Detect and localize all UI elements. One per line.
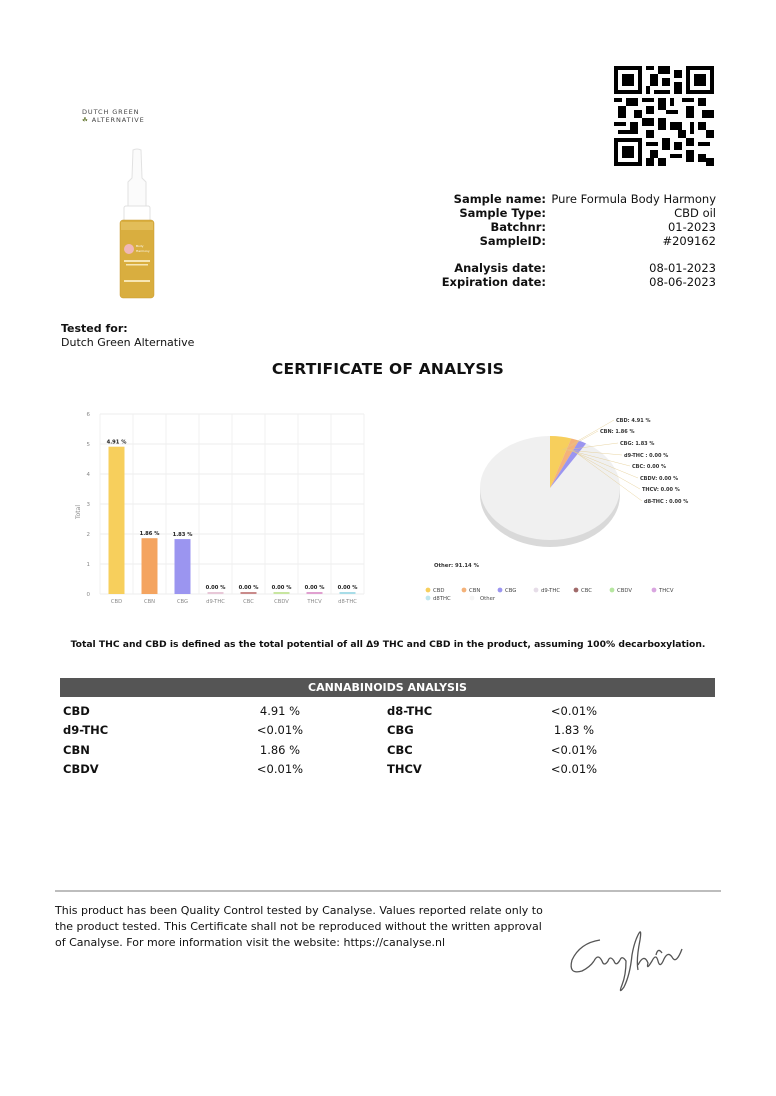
svg-text:CBC: CBC	[243, 599, 254, 605]
svg-text:Other: Other	[480, 596, 496, 602]
table-row	[63, 721, 715, 741]
svg-text:d8-THC : 0.00 %: d8-THC : 0.00 %	[644, 499, 689, 505]
cannabinoid-value: <0.01%	[550, 703, 598, 718]
sample-id-value: #209162	[662, 234, 716, 248]
document-title: CERTIFICATE OF ANALYSIS	[271, 360, 505, 378]
svg-text:CBDV: CBDV	[617, 588, 632, 594]
svg-text:CBD: CBD	[433, 588, 445, 594]
footer-disclaimer: This product has been Quality Control tested by Canalyse. Values reported relate only to the product tested. This Certificate shall not be reproduced without the written approval of Canalyse. For more information visit the website: https://canalyse.nl	[55, 904, 543, 949]
expiration-date-row	[440, 275, 716, 289]
cannabinoid-name: CBG	[387, 723, 414, 738]
svg-text:0.00 %: 0.00 %	[337, 585, 358, 591]
sample-name-value: Pure Formula Body Harmony	[551, 192, 716, 206]
tested-for-value: Dutch Green Alternative	[61, 336, 195, 349]
svg-text:d9-THC: d9-THC	[206, 599, 225, 605]
tested-for	[61, 322, 194, 350]
leaf-icon: ☘	[82, 116, 89, 124]
analysis-date-value: 08-01-2023	[649, 261, 716, 275]
signature	[560, 905, 700, 1005]
svg-text:CBG: CBG	[505, 588, 517, 594]
svg-text:Harmony: Harmony	[136, 249, 150, 253]
sample-type-row	[440, 206, 716, 220]
bar-chart	[72, 408, 372, 608]
cannabinoid-name: CBC	[387, 742, 413, 757]
svg-text:Other: 91.14 %: Other: 91.14 %	[434, 563, 479, 569]
svg-text:1.86 %: 1.86 %	[139, 531, 160, 538]
cannabinoid-value: 1.83 %	[553, 723, 595, 738]
analysis-table	[63, 701, 715, 779]
footer-divider	[55, 890, 721, 892]
svg-text:CBC: 0.00 %: CBC: 0.00 %	[632, 464, 666, 470]
svg-text:6: 6	[86, 412, 90, 418]
analysis-date-row	[440, 261, 716, 275]
tested-for-label: Tested for:	[61, 322, 128, 335]
svg-text:0.00 %: 0.00 %	[238, 585, 259, 591]
svg-text:CBDV: 0.00 %: CBDV: 0.00 %	[640, 476, 679, 482]
svg-text:Body: Body	[136, 244, 144, 248]
qr-code-icon	[614, 66, 714, 166]
svg-text:4.91 %: 4.91 %	[106, 439, 127, 446]
cannabinoid-name: d9-THC	[63, 723, 109, 738]
svg-text:CBDV: CBDV	[274, 599, 289, 605]
sample-info	[440, 192, 716, 289]
sample-name-row	[440, 192, 716, 206]
svg-text:1: 1	[86, 562, 90, 568]
svg-text:Total: Total	[75, 504, 82, 520]
sample-name-label: Sample name:	[453, 192, 546, 206]
svg-text:THCV: 0.00 %: THCV: 0.00 %	[642, 487, 680, 493]
svg-text:CBN: 1.86 %: CBN: 1.86 %	[600, 429, 635, 435]
svg-text:2: 2	[86, 532, 90, 538]
svg-text:0.00 %: 0.00 %	[205, 585, 226, 591]
cannabinoid-name: CBD	[63, 703, 90, 718]
svg-text:d9-THC: d9-THC	[541, 588, 561, 594]
sample-type-value: CBD oil	[674, 206, 716, 220]
svg-text:3: 3	[86, 502, 90, 508]
svg-text:THCV: THCV	[659, 588, 674, 594]
table-row	[63, 701, 715, 721]
cannabinoid-value: <0.01%	[256, 723, 304, 738]
cannabinoid-value: <0.01%	[550, 762, 598, 777]
svg-text:CBG: 1.83 %: CBG: 1.83 %	[620, 441, 655, 447]
svg-text:0.00 %: 0.00 %	[304, 585, 325, 591]
svg-text:d9-THC : 0.00 %: d9-THC : 0.00 %	[624, 453, 669, 459]
analysis-table-header: CANNABINOIDS ANALYSIS	[60, 678, 715, 697]
svg-text:0: 0	[86, 592, 90, 598]
batch-label: Batchnr:	[490, 220, 546, 234]
cannabinoid-name: THCV	[387, 762, 422, 777]
batch-value: 01-2023	[667, 220, 716, 234]
sample-type-label: Sample Type:	[459, 206, 546, 220]
svg-text:CBN: CBN	[143, 599, 156, 605]
svg-text:4: 4	[86, 472, 90, 478]
svg-text:CBN: CBN	[469, 588, 481, 594]
svg-text:0.00 %: 0.00 %	[271, 585, 292, 591]
sample-id-row	[440, 234, 716, 248]
svg-text:CBG: CBG	[176, 599, 189, 605]
svg-text:CBD: 4.91 %: CBD: 4.91 %	[616, 418, 651, 424]
cannabinoid-value: <0.01%	[256, 762, 304, 777]
analysis-date-label: Analysis date:	[454, 261, 546, 275]
cannabinoid-name: CBN	[63, 742, 90, 757]
svg-text:THCV: THCV	[307, 599, 322, 605]
cannabinoid-value: 4.91 %	[259, 703, 301, 718]
sample-id-label: SampleID:	[479, 234, 546, 248]
brand-line-2: ☘ ALTERNATIVE	[82, 116, 145, 124]
svg-text:d8THC: d8THC	[433, 596, 451, 602]
batch-row	[440, 220, 716, 234]
svg-text:1.83 %: 1.83 %	[172, 532, 193, 539]
expiration-date-label: Expiration date:	[441, 275, 546, 289]
svg-text:CBC: CBC	[581, 588, 592, 594]
product-image	[112, 148, 162, 300]
table-row	[63, 760, 715, 780]
cannabinoid-name: d8-THC	[387, 703, 433, 718]
pie-chart	[420, 408, 720, 608]
svg-text:5: 5	[86, 442, 90, 448]
cannabinoid-value: 1.86 %	[259, 742, 301, 757]
expiration-date-value: 08-06-2023	[649, 275, 716, 289]
cannabinoid-value: <0.01%	[550, 742, 598, 757]
brand-logo	[82, 108, 145, 124]
table-row	[63, 740, 715, 760]
brand-line-1: DUTCH GREEN	[82, 108, 140, 116]
svg-text:CBD: CBD	[110, 599, 123, 605]
svg-text:d8-THC: d8-THC	[338, 599, 357, 605]
cannabinoid-name: CBDV	[63, 762, 99, 777]
decarboxylation-note: Total THC and CBD is defined as the total potential of all Δ9 THC and CBD in the product, assuming 100% decarboxylation.	[70, 639, 706, 650]
